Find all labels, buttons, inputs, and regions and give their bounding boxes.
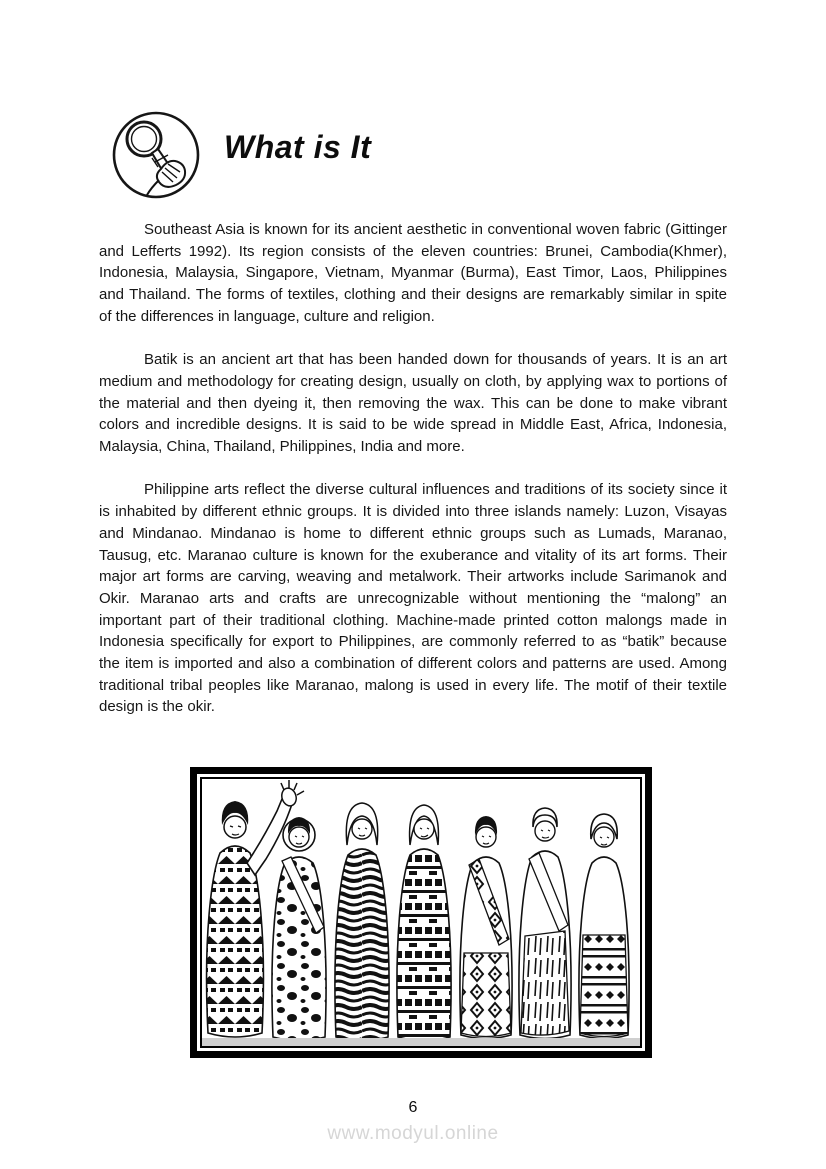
paragraph-batik: Batik is an ancient art that has been handed down for thousands of years. It is an art medium and methodology for creating design, usually on cloth, by applying wax to portions of the material and then dyeing it, then removing the wax. This can be done to make vibrant colors and incredible designs. It is said to be wide spread in Middle East, Africa, Indonesia, Malaysia, China, Thailand, Philippines, India and more. (99, 351, 727, 456)
paragraph-southeast-asia: Southeast Asia is known for its ancient aesthetic in conventional woven fabric (Gittinger and Lefferts 1992). Its region consists of the eleven countries: Brunei, Cambodia(Khmer), Indonesia, Malaysia, Singapore, Vietnam, Myanmar (Burma), East Timor, Laos, Philippines and Thailand. The forms of textiles, clothing and their designs are remarkably similar in spite of the differences in language, culture and religion. (99, 221, 727, 325)
page-number: 6 (408, 1099, 418, 1116)
magnifier-hand-icon (111, 110, 201, 200)
body-text (99, 219, 727, 740)
watermark: www.modyul.online (327, 1123, 499, 1144)
section-title: What is It (224, 129, 372, 165)
paragraph-philippine-arts: Philippine arts reflect the diverse cultural influences and traditions of its society since it is inhabited by different ethnic groups. It is divided into three islands namely: Luzon, Visayas and Mindanao. Mindanao is home to different ethnic groups such as Lumads, Maranao, Tausug, etc. Maranao culture is known for the exuberance and vitality of its art forms. Their major art forms are carving, weaving and metalwork. Their artworks include Sarimanok and Okir. Maranao arts and crafts are unrecognizable without mentioning the “malong” an important part of their traditional clothing. Machine-made printed cotton malongs made in Indonesia specifically for export to Philippines, are commonly referred to as “batik” because the item is imported and also a combination of different colors and patterns are used. Among traditional tribal peoples like Maranao, malong is used in every life. The motif of their textile design is the okir. (99, 481, 727, 716)
illustration-frame (190, 767, 652, 1058)
malong-women-illustration (200, 777, 642, 1048)
